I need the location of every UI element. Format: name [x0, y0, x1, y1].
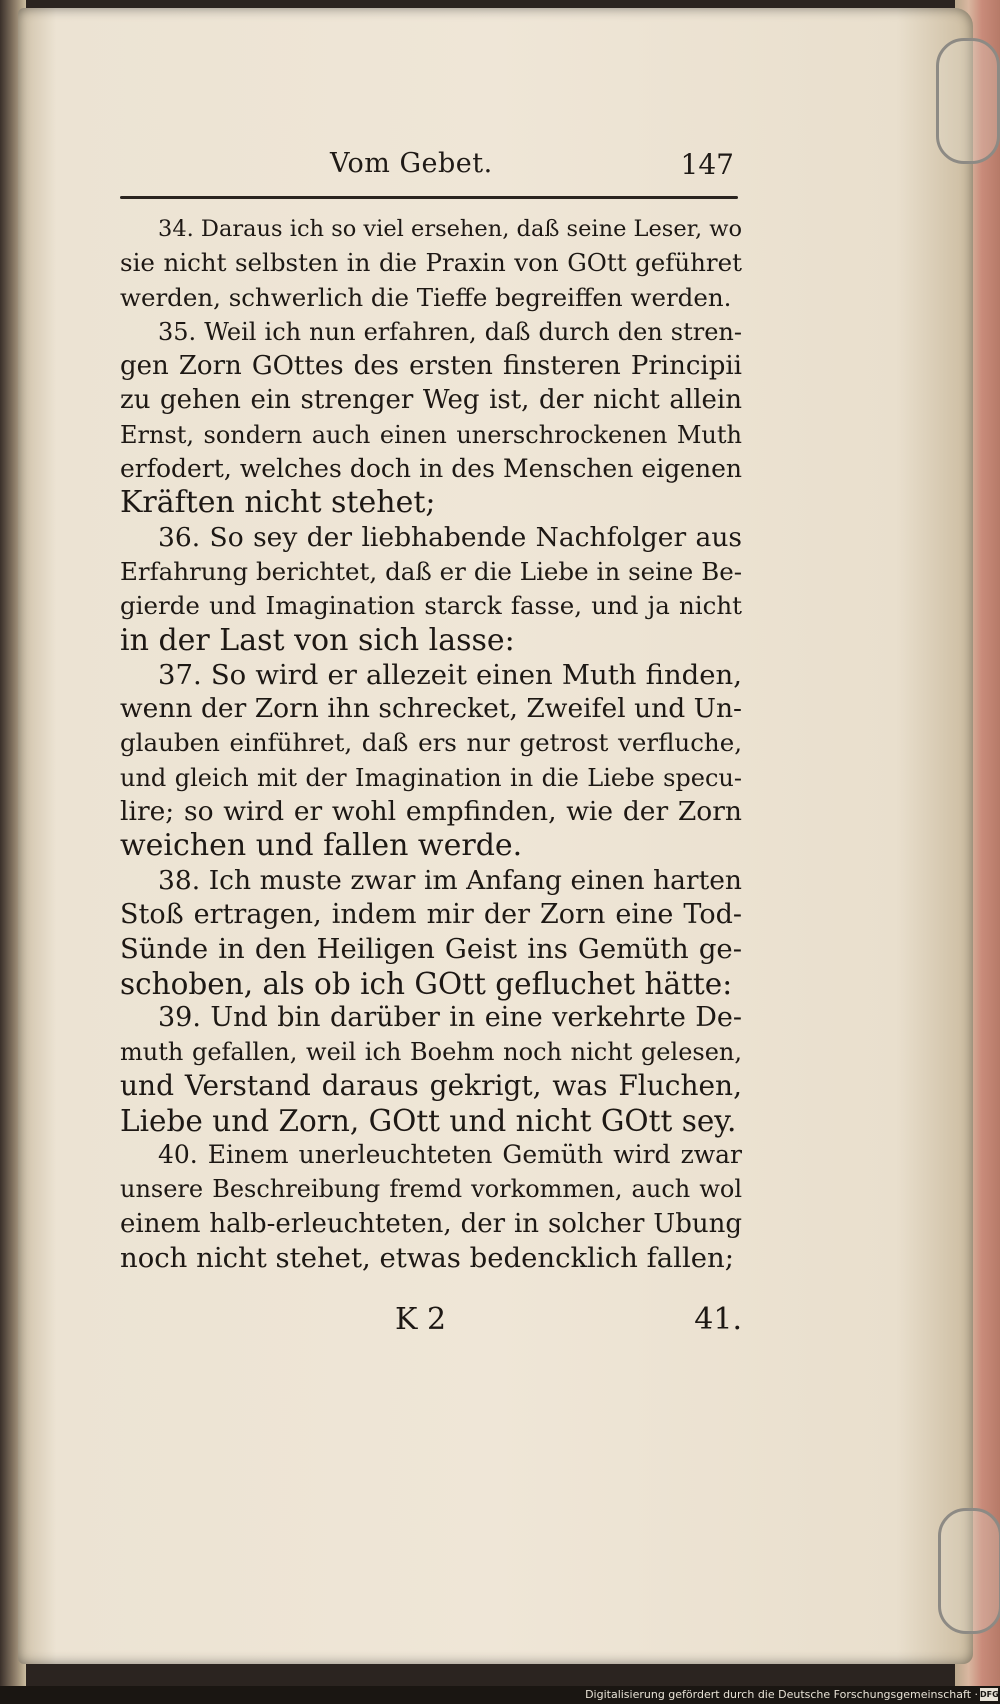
- page-number: 147: [680, 148, 734, 181]
- page-footer: [120, 1302, 742, 1342]
- text-line: 37. So wird er allezeit einen Muth finden,: [158, 658, 742, 691]
- text-line: Liebe und Zorn, GOtt und nicht GOtt sey.: [120, 1103, 737, 1138]
- text-line: 38. Ich muste zwar im Anfang einen harten: [158, 864, 742, 896]
- text-line: und gleich mit der Imagination in die Liebe specu-: [120, 763, 742, 792]
- text-line: Erfahrung berichtet, daß er die Liebe in seine Be-: [120, 556, 742, 586]
- text-line: erfodert, welches doch in des Menschen eigenen: [120, 454, 742, 484]
- running-title: Vom Gebet.: [330, 148, 493, 179]
- text-line: gen Zorn GOttes des ersten finsteren Principii: [120, 351, 742, 382]
- running-header: [120, 148, 738, 188]
- text-line: Kräften nicht stehet;: [120, 486, 436, 521]
- text-line: und Verstand daraus gekrigt, was Fluchen,: [120, 1069, 742, 1103]
- text-line: wenn der Zorn ihn schrecket, Zweifel und Un-: [120, 693, 742, 725]
- text-line: Ernst, sondern auch einen unerschrockenen Muth: [120, 420, 742, 449]
- text-line: gierde und Imagination starck fasse, und ja nicht: [120, 591, 742, 621]
- digitization-credit: Digitalisierung gefördert durch die Deutsche Forschungsgemeinschaft ·: [585, 1688, 978, 1701]
- text-line: lire; so wird er wohl empfinden, wie der Zorn: [120, 796, 742, 828]
- text-line: 39. Und bin darüber in eine verkehrte De-: [158, 1001, 742, 1033]
- text-line: zu gehen ein strenger Weg ist, der nicht allein: [120, 385, 742, 416]
- text-line: einem halb-erleuchteten, der in solcher Ubung: [120, 1208, 742, 1239]
- text-line: in der Last von sich lasse:: [120, 623, 515, 658]
- page-clip-top: [936, 38, 1000, 164]
- text-line: schoben, als ob ich GOtt gefluchet hätte:: [120, 966, 733, 1001]
- page-body: [120, 212, 742, 1275]
- signature-mark: K 2: [395, 1302, 447, 1337]
- text-line: weichen und fallen werde.: [120, 829, 523, 864]
- text-line: 34. Daraus ich so viel ersehen, daß seine Leser, wo: [158, 216, 742, 242]
- text-line: unsere Beschreibung fremd vorkommen, auch wol: [120, 1175, 742, 1204]
- text-line: 35. Weil ich nun erfahren, daß durch den stren-: [158, 317, 742, 346]
- catchword: 41.: [694, 1302, 742, 1337]
- text-line: Sünde in den Heiligen Geist ins Gemüth ge-: [120, 933, 742, 966]
- dfg-logo: DFG: [980, 1690, 999, 1699]
- text-line: sie nicht selbsten in die Praxin von GOtt geführet: [120, 248, 742, 278]
- text-line: muth gefallen, weil ich Boehm noch nicht gelesen,: [120, 1038, 742, 1067]
- page-clip-bottom: [938, 1508, 1000, 1634]
- text-line: Stoß ertragen, indem mir der Zorn eine Tod-: [120, 898, 742, 930]
- text-line: glauben einführet, daß ers nur getrost verfluche,: [120, 728, 742, 758]
- text-line: werden, schwerlich die Tieffe begreiffen werden.: [120, 282, 732, 312]
- text-line: 36. So sey der liebhabende Nachfolger aus: [158, 521, 742, 553]
- header-rule: [120, 196, 738, 199]
- text-line: noch nicht stehet, etwas bedencklich fallen;: [120, 1241, 734, 1274]
- text-line: 40. Einem unerleuchteten Gemüth wird zwar: [158, 1140, 742, 1170]
